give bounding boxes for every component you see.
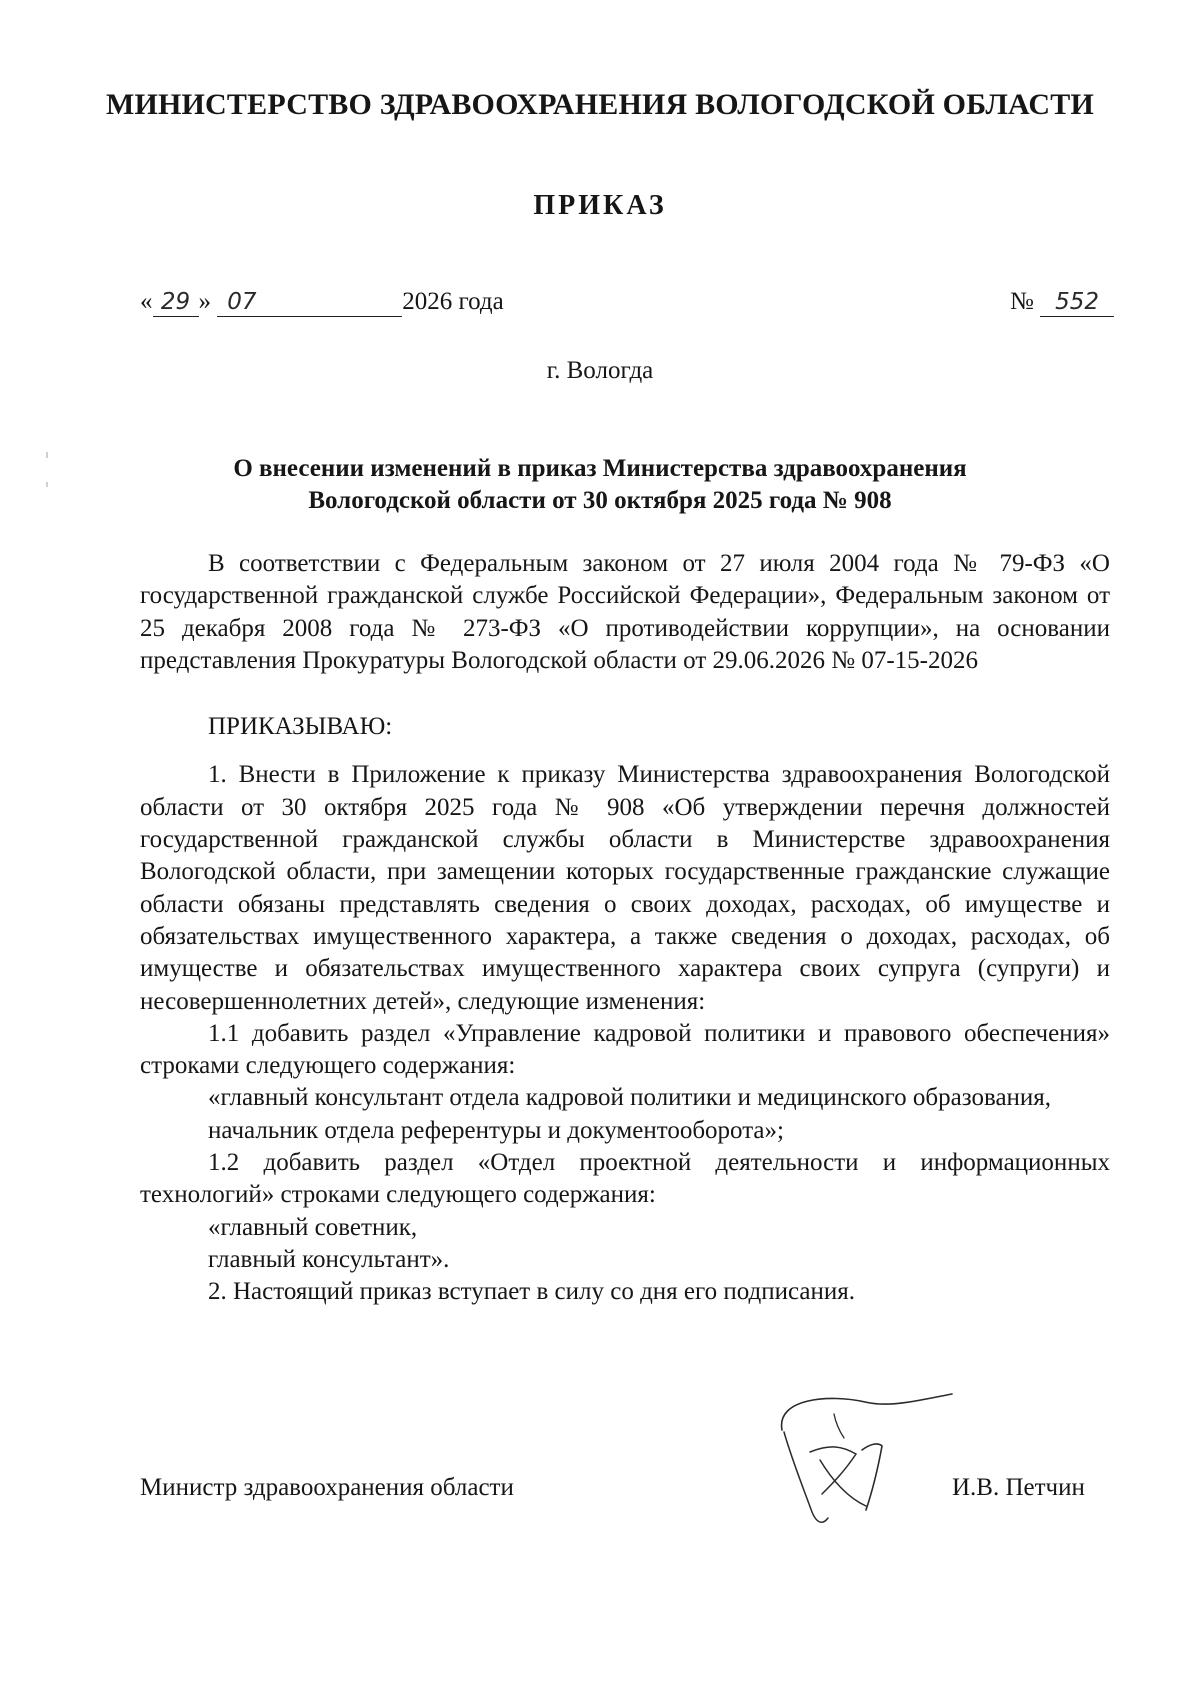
subject-line-1: О внесении изменений в приказ Министерства здравоохранения [233, 455, 967, 482]
item-1-2-line-1: «главный советник, [208, 1213, 418, 1241]
handwritten-signature [770, 1380, 960, 1540]
item-1-2: 1.2 добавить раздел «Отдел проектной деятельности и информационных технологий» строками следующего содержания: [140, 1149, 1110, 1209]
date-day-handwritten: 29 [153, 289, 199, 317]
number-sign: № [1010, 288, 1034, 315]
date-open-quote: « [140, 288, 153, 315]
date-month-handwritten: 07 [217, 289, 402, 317]
number-value-handwritten: 552 [1040, 289, 1114, 317]
item-1: 1. Внести в Приложение к приказу Министерства здравоохранения Вологодской области от 30 октября 2025 года № 908 «Об утверждении перечня должностей государственной гражданской службы области в Министерстве здравоохранения Вологодской области, при замещении которых государственные гражданские служащие области обязаны представлять сведения о своих доходах, расходах, об имуществе и обязательствах имущественного характера, а также сведения о доходах, расходах, об имуществе и обязательствах имущественного характера своих супруга (супруги) и несовершеннолетних детей», следующие изменения: [140, 761, 1110, 1015]
order-date [140, 288, 504, 317]
item-1-2-line-2: главный консультант». [208, 1245, 450, 1273]
signatory-position: Министр здравоохранения области [140, 1474, 514, 1501]
order-word: ПРИКАЗЫВАЮ: [208, 713, 393, 741]
scan-margin-mark [46, 452, 48, 458]
item-1-1-line-1: «главный консультант отдела кадровой политики и медицинского образования, [208, 1084, 1052, 1112]
item-1-1-line-2: начальник отдела референтуры и документооборота»; [208, 1116, 784, 1144]
item-1-1: 1.1 добавить раздел «Управление кадровой политики и правового обеспечения» строками следующего содержания: [140, 1019, 1110, 1080]
order-subject [160, 453, 1040, 517]
subject-line-2: Вологодской области от 30 октября 2025 года № 908 [308, 487, 892, 514]
date-close-quote: » [198, 288, 211, 315]
preamble-paragraph: В соответствии с Федеральным законом от 27 июля 2004 года № 79-ФЗ «О государственной гражданской службе Российской Федерации», Федеральным законом от 25 декабря 2008 года № 273-ФЗ «О противодействии коррупции», на основании представления Прокуратуры Вологодской области от 29.06.2026 № 07-15-2026 [140, 550, 1110, 674]
item-2: 2. Настоящий приказ вступает в силу со дня его подписания. [208, 1278, 856, 1306]
scan-margin-mark [46, 482, 48, 487]
signatory-name: И.В. Петчин [952, 1474, 1085, 1501]
ministry-header: МИНИСТЕРСТВО ЗДРАВООХРАНЕНИЯ ВОЛОГОДСКОЙ ОБЛАСТИ [105, 88, 1095, 121]
city-line: г. Вологда [546, 357, 654, 384]
order-number [1010, 288, 1114, 317]
order-body [140, 548, 1110, 1309]
date-year: 2026 года [402, 288, 504, 315]
document-type-title: ПРИКАЗ [533, 190, 667, 221]
